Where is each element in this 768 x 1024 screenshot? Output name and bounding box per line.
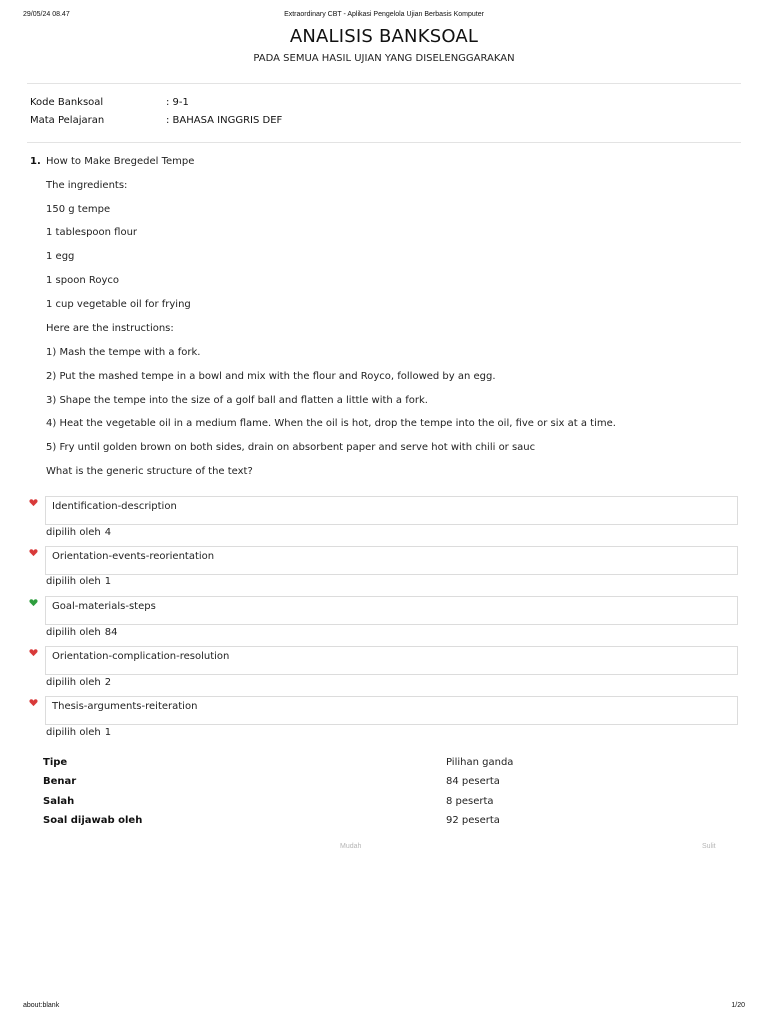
chosen-by-label: dipilih oleh — [46, 576, 101, 587]
heart-icon — [29, 498, 38, 507]
print-date: 29/05/24 08.47 — [23, 11, 70, 18]
stat-value-salah: 8 peserta — [446, 796, 494, 807]
question-line: 2) Put the mashed tempe in a bowl and mix with the flour and Royco, followed by an egg. — [46, 371, 496, 382]
print-footer — [23, 1002, 745, 1014]
question-line: Here are the instructions: — [46, 323, 174, 334]
divider — [27, 83, 741, 84]
answer-option-box-correct — [45, 596, 738, 625]
answer-option-text: Identification-description — [52, 501, 177, 512]
chosen-by-label: dipilih oleh — [46, 527, 101, 538]
stat-label-tipe: Tipe — [43, 757, 68, 768]
answer-chosen-count — [46, 677, 111, 688]
chosen-by-value: 1 — [104, 576, 112, 587]
answer-option-text: Thesis-arguments-reiteration — [52, 701, 198, 712]
print-header — [23, 11, 745, 23]
stat-value-benar: 84 peserta — [446, 776, 500, 787]
heart-icon — [29, 648, 38, 657]
question-number: 1. — [30, 156, 41, 167]
page-subtitle: PADA SEMUA HASIL UJIAN YANG DISELENGGARAKAN — [253, 53, 515, 64]
stat-value-tipe: Pilihan ganda — [446, 757, 514, 768]
question-line: 1 tablespoon flour — [46, 227, 138, 238]
divider — [27, 142, 741, 143]
answer-chosen-count — [46, 576, 111, 587]
heart-icon — [29, 548, 38, 557]
stat-value-dijawab: 92 peserta — [446, 815, 500, 826]
chosen-by-label: dipilih oleh — [46, 677, 101, 688]
question-line: 5) Fry until golden brown on both sides, drain on absorbent paper and serve hot with chili or sauc — [46, 442, 536, 453]
question-line: 1) Mash the tempe with a fork. — [46, 347, 201, 358]
heart-icon — [29, 698, 38, 707]
stat-label-salah: Salah — [43, 796, 75, 807]
answer-option-text: Goal-materials-steps — [52, 601, 156, 612]
meta-label: Kode Banksoal — [30, 97, 104, 108]
answer-chosen-count — [46, 627, 117, 638]
page-title: ANALISIS BANKSOAL — [289, 26, 479, 47]
answer-option-text: Orientation-complication-resolution — [52, 651, 230, 662]
difficulty-hard-label: Sulit — [702, 843, 716, 850]
answer-option-box — [45, 646, 738, 675]
meta-value: : 9-1 — [166, 97, 189, 108]
difficulty-easy-label: Mudah — [340, 843, 362, 850]
answer-option-box — [45, 496, 738, 525]
stat-label-benar: Benar — [43, 776, 77, 787]
print-page-title: Extraordinary CBT - Aplikasi Pengelola Ujian Berbasis Komputer — [284, 11, 484, 18]
answer-chosen-count — [46, 527, 111, 538]
heart-icon — [29, 598, 38, 607]
answer-option-text: Orientation-events-reorientation — [52, 551, 215, 562]
answer-option-box — [45, 696, 738, 725]
chosen-by-value: 2 — [104, 677, 112, 688]
question-line: 3) Shape the tempe into the size of a golf ball and flatten a little with a fork. — [46, 395, 428, 406]
meta-label: Mata Pelajaran — [30, 115, 105, 126]
print-page-number: 1/20 — [731, 1002, 745, 1009]
question-line: 1 spoon Royco — [46, 275, 120, 286]
question-line: 4) Heat the vegetable oil in a medium flame. When the oil is hot, drop the tempe into the oil, five or six at a time. — [46, 418, 616, 429]
print-url: about:blank — [23, 1002, 60, 1009]
question-line: The ingredients: — [46, 180, 128, 191]
question-line: 150 g tempe — [46, 204, 111, 215]
answer-option-box — [45, 546, 738, 575]
question-line: 1 egg — [46, 251, 75, 262]
answer-chosen-count — [46, 727, 111, 738]
question-line: How to Make Bregedel Tempe — [46, 156, 195, 167]
chosen-by-value: 84 — [104, 627, 118, 638]
question-line: 1 cup vegetable oil for frying — [46, 299, 191, 310]
chosen-by-value: 4 — [104, 527, 112, 538]
chosen-by-label: dipilih oleh — [46, 727, 101, 738]
chosen-by-label: dipilih oleh — [46, 627, 101, 638]
question-prompt: What is the generic structure of the text? — [46, 466, 253, 477]
stat-label-dijawab: Soal dijawab oleh — [43, 815, 143, 826]
chosen-by-value: 1 — [104, 727, 112, 738]
meta-value: : BAHASA INGGRIS DEF — [166, 115, 283, 126]
